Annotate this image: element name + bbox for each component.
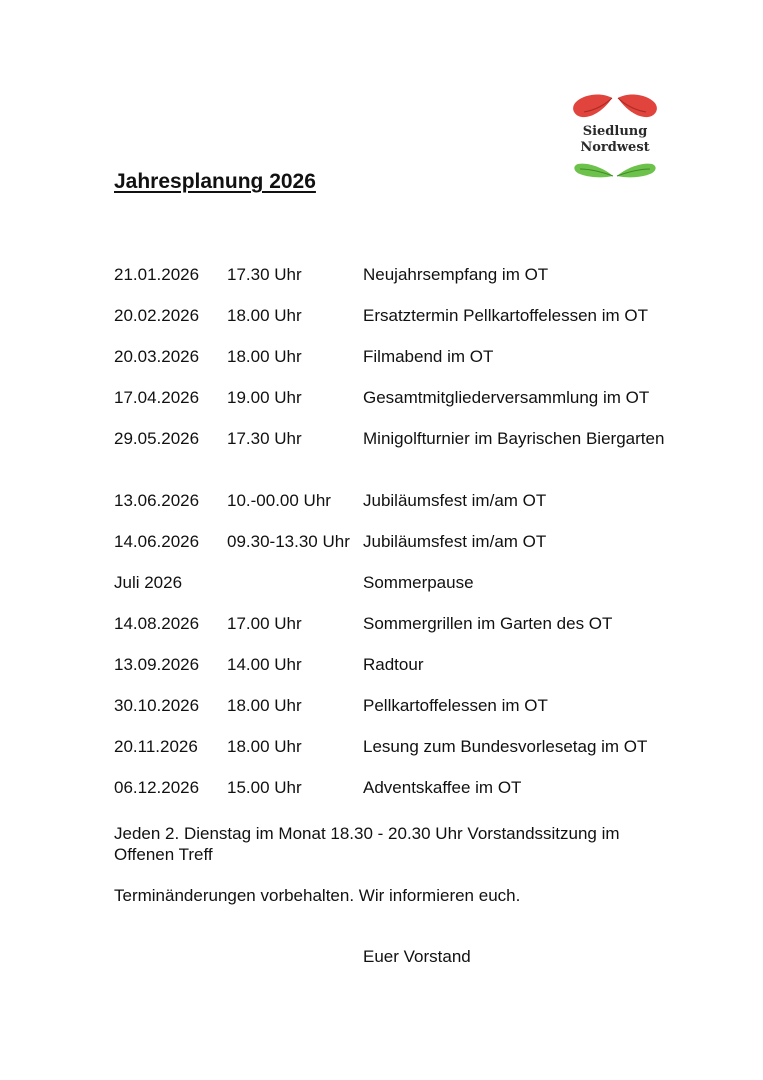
page-title: Jahresplanung 2026 (114, 170, 316, 193)
event-row (114, 655, 714, 696)
event-row (114, 614, 714, 655)
event-date: 06.12.2026 (114, 778, 200, 797)
event-date: 30.10.2026 (114, 696, 200, 715)
logo-line1: Siedlung (582, 124, 648, 139)
event-date: 20.02.2026 (114, 306, 200, 325)
disclaimer-note: Terminänderungen vorbehalten. Wir informieren euch. (114, 886, 521, 905)
event-date: 29.05.2026 (114, 429, 200, 448)
event-row (114, 737, 714, 778)
event-row (114, 429, 714, 491)
event-title: Minigolfturnier im Bayrischen Biergarten (363, 429, 665, 448)
event-title: Filmabend im OT (363, 347, 494, 366)
event-row (114, 306, 714, 347)
event-date: Juli 2026 (114, 573, 183, 592)
event-time: 14.00 Uhr (227, 655, 302, 674)
event-title: Jubiläumsfest im/am OT (363, 491, 547, 510)
event-row (114, 347, 714, 388)
event-date: 21.01.2026 (114, 265, 200, 284)
green-leaves-icon (574, 164, 655, 178)
event-time: 17.30 Uhr (227, 429, 302, 448)
event-time: 15.00 Uhr (227, 778, 302, 797)
event-time: 17.00 Uhr (227, 614, 302, 633)
siedlung-nordwest-logo (566, 90, 664, 182)
event-time: 19.00 Uhr (227, 388, 302, 407)
event-title: Neujahrsempfang im OT (363, 265, 549, 284)
event-time: 18.00 Uhr (227, 696, 302, 715)
event-time: 09.30-13.30 Uhr (227, 532, 350, 551)
event-date: 14.08.2026 (114, 614, 200, 633)
event-title: Adventskaffee im OT (363, 778, 522, 797)
event-title: Jubiläumsfest im/am OT (363, 532, 547, 551)
event-title: Sommergrillen im Garten des OT (363, 614, 613, 633)
event-row (114, 532, 714, 573)
event-date: 20.03.2026 (114, 347, 200, 366)
logo-line2: Nordwest (580, 140, 650, 155)
event-title: Pellkartoffelessen im OT (363, 696, 548, 715)
event-row (114, 491, 714, 532)
event-row (114, 778, 714, 819)
event-title: Sommerpause (363, 573, 474, 592)
event-title: Lesung zum Bundesvorlesetag im OT (363, 737, 648, 756)
red-leaves-icon (573, 95, 657, 118)
meeting-note: Jeden 2. Dienstag im Monat 18.30 - 20.30 Uhr Vorstandssitzung im Offenen Treff (114, 824, 620, 864)
event-date: 14.06.2026 (114, 532, 200, 551)
event-row (114, 696, 714, 737)
event-date: 13.06.2026 (114, 491, 200, 510)
event-time: 10.-00.00 Uhr (227, 491, 331, 510)
event-list (114, 265, 714, 819)
event-row (114, 265, 714, 306)
event-row (114, 573, 714, 614)
signature: Euer Vorstand (363, 947, 471, 966)
event-time: 17.30 Uhr (227, 265, 302, 284)
event-date: 20.11.2026 (114, 737, 198, 756)
event-date: 13.09.2026 (114, 655, 200, 674)
event-title: Gesamtmitgliederversammlung im OT (363, 388, 650, 407)
event-time: 18.00 Uhr (227, 737, 302, 756)
event-title: Radtour (363, 655, 424, 674)
event-time: 18.00 Uhr (227, 347, 302, 366)
event-row (114, 388, 714, 429)
event-date: 17.04.2026 (114, 388, 200, 407)
event-title: Ersatztermin Pellkartoffelessen im OT (363, 306, 648, 325)
event-time: 18.00 Uhr (227, 306, 302, 325)
